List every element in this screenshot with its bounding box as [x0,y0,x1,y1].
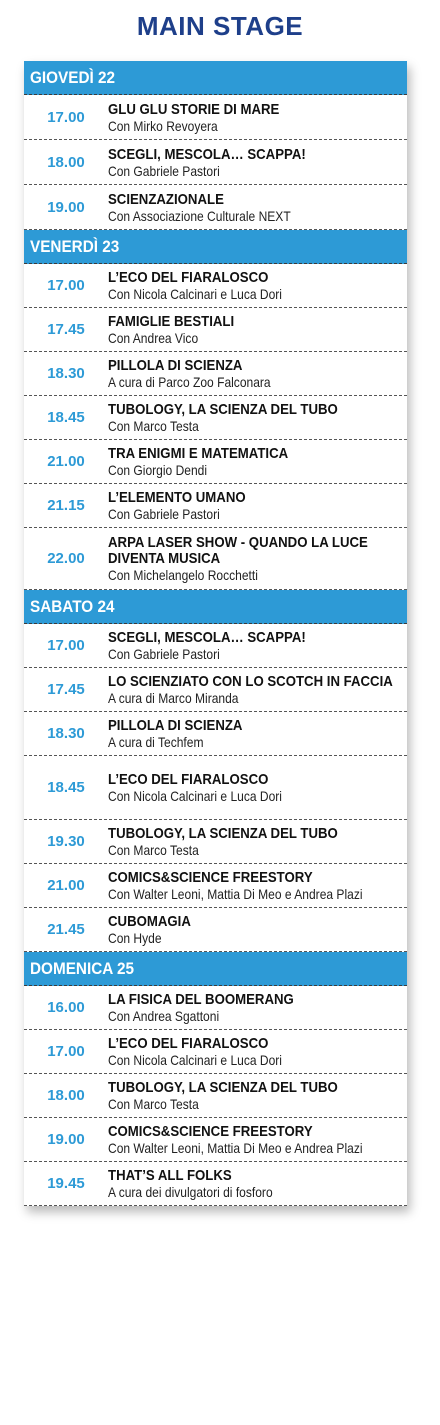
event-time: 19.00 [47,1131,85,1148]
event-title: LO SCIENZIATO CON LO SCOTCH IN FACCIA [108,673,393,690]
day-label: VENERDÌ 23 [30,237,120,256]
event-time: 21.00 [47,453,85,470]
day-header-sabato [24,590,407,624]
event-title: PILLOLA DI SCIENZA [108,717,243,734]
event-time: 18.45 [47,779,85,796]
event-title: SCEGLI, MESCOLA… SCAPPA! [108,629,306,646]
schedule-row [24,185,407,230]
event-title-line2: DIVENTA MUSICA [108,550,221,567]
event-title: TUBOLOGY, LA SCIENZA DEL TUBO [108,1079,338,1096]
schedule-row [24,820,407,864]
event-host: Con Giorgio Dendi [108,462,208,478]
schedule-row [24,95,407,140]
event-time: 16.00 [47,999,85,1016]
schedule-row [24,986,407,1030]
event-title: SCEGLI, MESCOLA… SCAPPA! [108,145,306,163]
event-time: 17.00 [47,1043,85,1060]
event-title: SCIENZAZIONALE [108,190,224,208]
event-host: Con Mirko Revoyera [108,117,218,134]
event-time: 21.00 [47,877,85,894]
event-time: 22.00 [47,550,85,567]
event-title: TRA ENIGMI E MATEMATICA [108,445,289,462]
event-host: A cura di Marco Miranda [108,690,239,706]
event-host: Con Gabriele Pastori [108,506,220,522]
event-title: L’ECO DEL FIARALOSCO [108,1035,269,1052]
page-title: MAIN STAGE [136,11,304,41]
event-title: TUBOLOGY, LA SCIENZA DEL TUBO [108,825,338,842]
schedule-row [24,440,407,484]
event-host: A cura di Techfem [108,734,204,750]
day-label: DOMENICA 25 [30,959,135,978]
event-time: 19.00 [47,198,85,216]
schedule-row [24,1074,407,1118]
event-host: Con Walter Leoni, Mattia Di Meo e Andrea Plazi [108,886,363,902]
schedule-row [24,1030,407,1074]
event-time: 18.45 [47,409,85,426]
event-title: L’ECO DEL FIARALOSCO [108,771,269,788]
schedule-row [24,864,407,908]
event-host: Con Nicola Calcinari e Luca Dori [108,286,282,302]
event-time: 18.30 [47,725,85,742]
event-host: Con Nicola Calcinari e Luca Dori [108,1052,282,1068]
event-title: L’ELEMENTO UMANO [108,489,246,506]
schedule-row [24,528,407,590]
schedule-row [24,396,407,440]
event-time: 17.45 [47,321,85,338]
event-title: L’ECO DEL FIARALOSCO [108,269,269,286]
event-title: CUBOMAGIA [108,913,191,930]
event-host: Con Michelangelo Rocchetti [108,567,258,583]
event-host: Con Gabriele Pastori [108,162,220,179]
event-time: 17.00 [47,108,85,126]
event-title: COMICS&SCIENCE FREESTORY [108,1123,313,1140]
event-time: 18.00 [47,153,85,171]
event-time: 17.00 [47,637,85,654]
event-title: FAMIGLIE BESTIALI [108,313,235,330]
schedule-panel [24,61,407,1206]
event-host: Con Andrea Sgattoni [108,1008,220,1024]
schedule-row [24,264,407,308]
event-host: Con Marco Testa [108,842,199,858]
event-host: Con Marco Testa [108,418,199,434]
schedule-row [24,352,407,396]
event-title: COMICS&SCIENCE FREESTORY [108,869,313,886]
event-host: A cura di Parco Zoo Falconara [108,374,271,390]
event-time: 19.30 [47,833,85,850]
schedule-row [24,668,407,712]
event-host: Con Gabriele Pastori [108,646,220,662]
event-host: Con Associazione Culturale NEXT [108,207,291,224]
schedule-row [24,712,407,756]
event-title: PILLOLA DI SCIENZA [108,357,243,374]
schedule-row [24,1118,407,1162]
schedule-row [24,756,407,820]
event-time: 18.30 [47,365,85,382]
schedule-row [24,1162,407,1206]
schedule-row [24,140,407,185]
schedule-row [24,484,407,528]
event-host: Con Marco Testa [108,1096,199,1112]
event-title: LA FISICA DEL BOOMERANG [108,991,294,1008]
event-title: ARPA LASER SHOW - QUANDO LA LUCE [108,534,368,551]
schedule-row [24,624,407,668]
event-host: A cura dei divulgatori di fosforo [108,1184,273,1200]
event-title: GLU GLU STORIE DI MARE [108,100,280,118]
event-time: 17.00 [47,277,85,294]
day-label: SABATO 24 [30,597,115,616]
event-time: 19.45 [47,1175,85,1192]
schedule-row [24,908,407,952]
day-header-domenica [24,952,407,986]
event-time: 21.45 [47,921,85,938]
event-host: Con Andrea Vico [108,330,199,346]
event-time: 17.45 [47,681,85,698]
day-header-giovedi [24,61,407,95]
day-header-venerdi [24,230,407,264]
event-time: 21.15 [47,497,85,514]
event-title: THAT’S ALL FOLKS [108,1167,232,1184]
event-time: 18.00 [47,1087,85,1104]
event-host: Con Nicola Calcinari e Luca Dori [108,788,282,804]
event-host: Con Walter Leoni, Mattia Di Meo e Andrea Plazi [108,1140,363,1156]
schedule-row [24,308,407,352]
day-label: GIOVEDÌ 22 [30,68,116,87]
event-host: Con Hyde [108,930,162,946]
event-title: TUBOLOGY, LA SCIENZA DEL TUBO [108,401,338,418]
